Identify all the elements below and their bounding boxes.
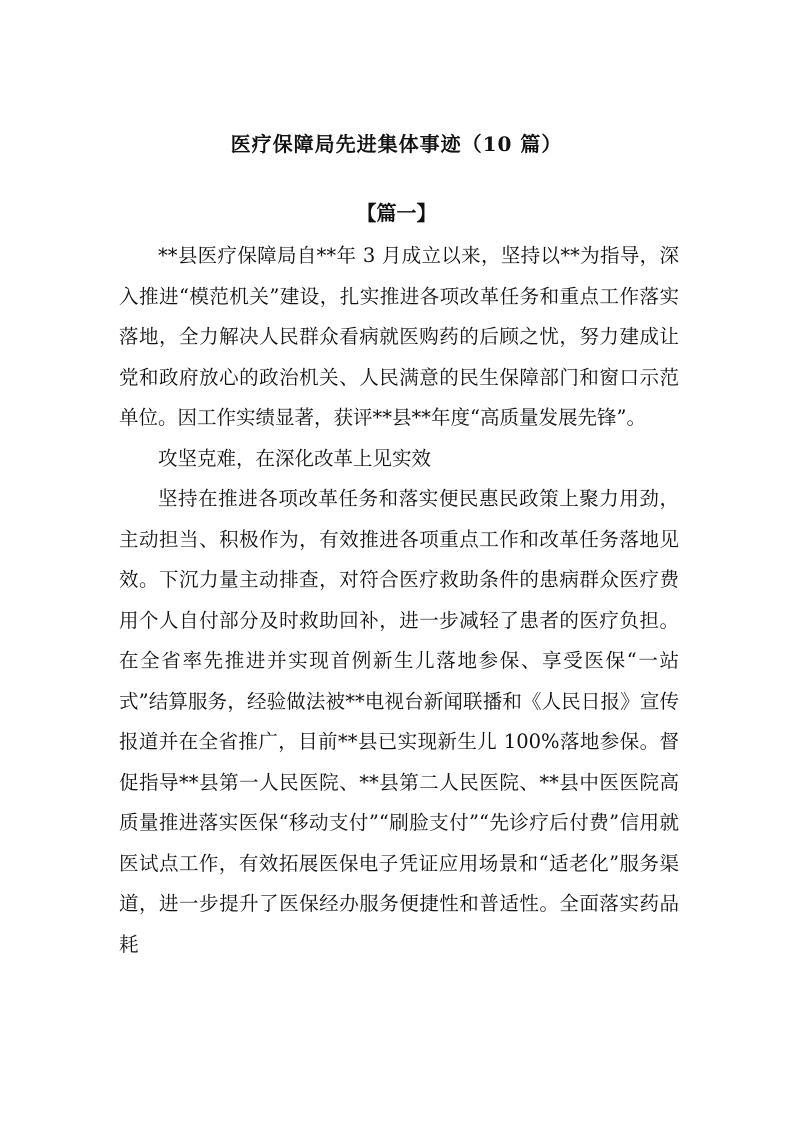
- document-title: 医疗保障局先进集体事迹（10 篇）: [230, 132, 563, 156]
- section-heading: 【篇一】: [356, 201, 437, 225]
- paragraph-intro: **县医疗保障局自**年 3 月成立以来，坚持以**为指导，深入推进“模范机关”建设，扎实推进各项改革任务和重点工作落实落地，全力解决人民群众看病就医购药的后顾之忧，努力建成让党和政府放心的政治机关、人民满意的民生保障部门和窗口示范单位。因工作实绩显著，获评**县**年度“高质量发展先锋”。: [119, 244, 679, 429]
- document-body: [119, 236, 679, 965]
- paragraph-reform: 坚持在推进各项改革任务和落实便民惠民政策上聚力用劲，主动担当、积极作为，有效推进各项重点工作和改革任务落地见效。下沉力量主动排查，对符合医疗救助条件的患病群众医疗费用个人自付部分及时救助回补，进一步减轻了患者的医疗负担。在全省率先推进并实现首例新生儿落地参保、享受医保“一站式”结算服务，经验做法被**电视台新闻联播和《人民日报》宣传报道并在全省推广，目前**县已实现新生儿 100%落地参保。督促指导**县第一人民医院、**县第二人民医院、**县中医医院高质量推进落实医保“移动支付”“刷脸支付”“先诊疗后付费”信用就医试点工作，有效拓展医保电子凭证应用场景和“适老化”服务渠道，进一步提升了医保经办服务便捷性和普适性。全面落实药品耗: [119, 487, 679, 956]
- subheading-reform: 攻坚克难，在深化改革上见实效: [158, 446, 432, 470]
